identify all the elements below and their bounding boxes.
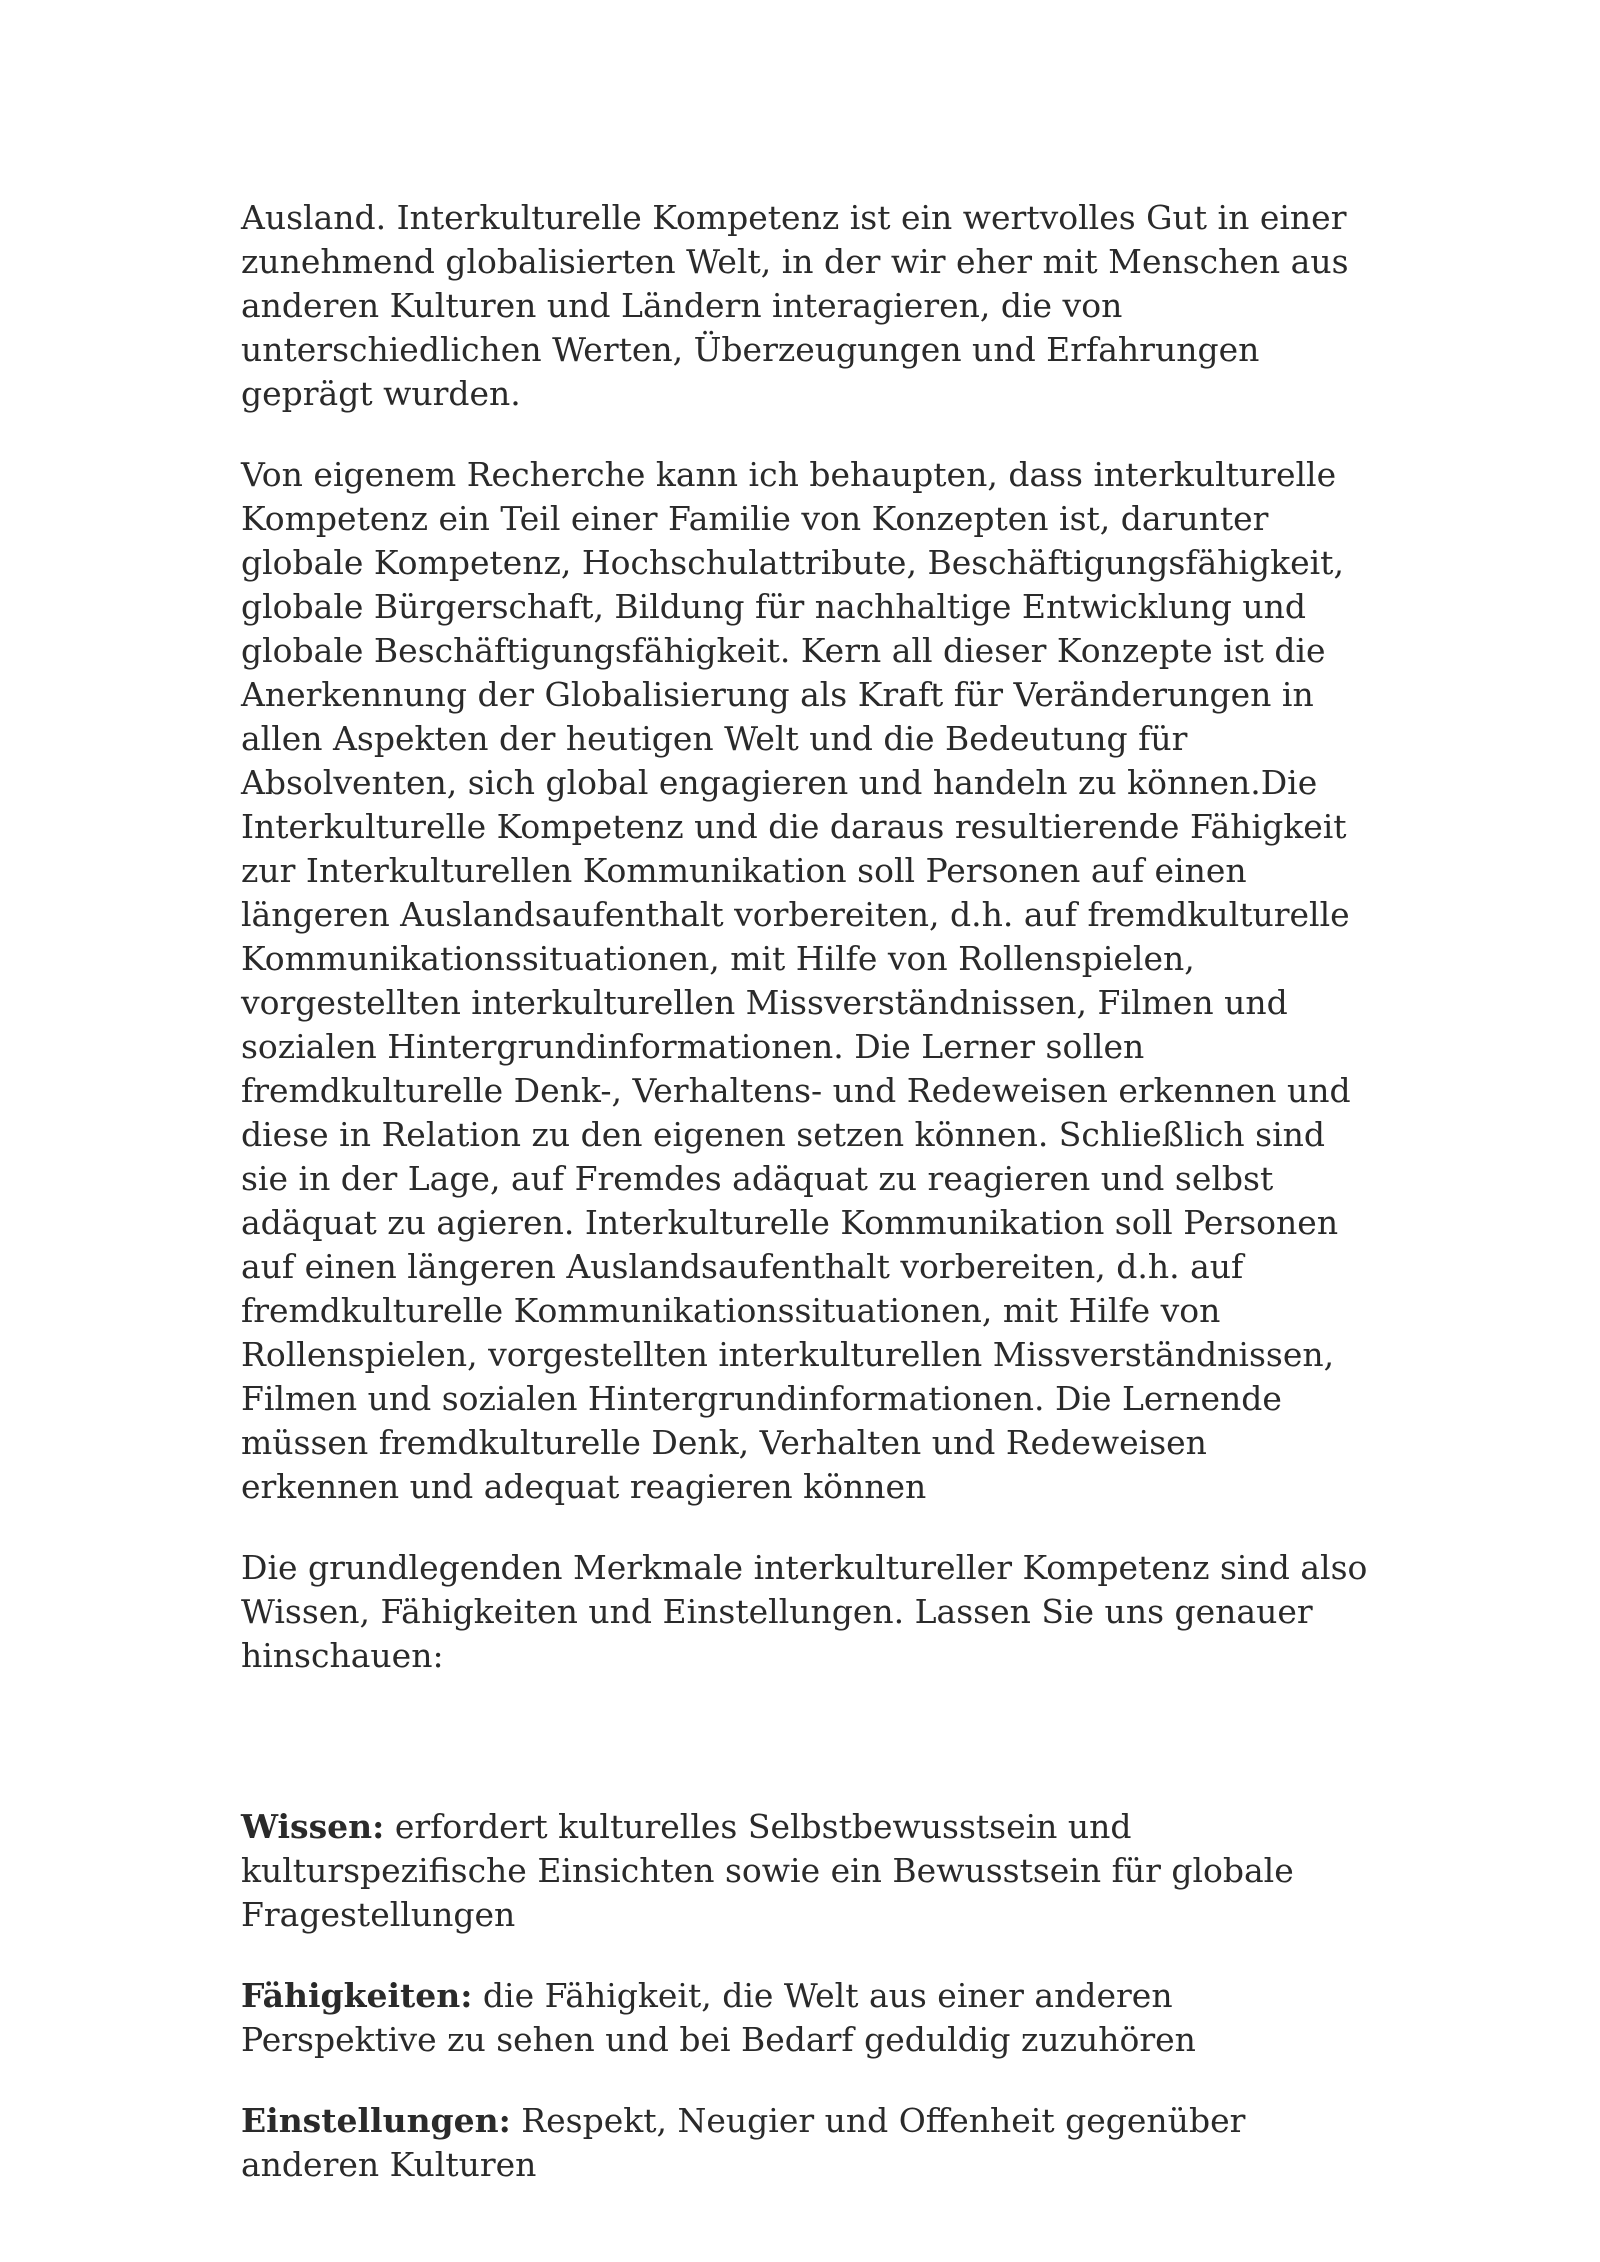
paragraph-features-intro: Die grundlegenden Merkmale interkultureller Kompetenz sind also Wissen, Fähigkeiten und Einstellungen. Lassen Sie uns genauer hinschauen:: [241, 1548, 1368, 1675]
document-page: [241, 196, 1371, 2224]
paragraph-research: Von eigenem Recherche kann ich behaupten, dass interkulturelle Kompetenz ein Teil einer Familie von Konzepten ist, darunter globale Kompetenz, Hochschulattribute, Beschäftigungsfähigkeit, globale Bürgerschaft, Bildung für nachhaltige Entwicklung und globale Beschäftigungsfähigkeit. Kern all dieser Konzepte ist die Anerkennung der Globalisierung als Kraft für Veränderungen in allen Aspekten der heutigen Welt und die Bedeutung für Absolventen, sich global engagieren und handeln zu können.Die Interkulturelle Kompetenz und die daraus resultierende Fähigkeit zur Interkulturellen Kommunikation soll Personen auf einen längeren Auslandsaufenthalt vorbereiten, d.h. auf fremdkulturelle Kommunikationssituationen, mit Hilfe von Rollenspielen, vorgestellten interkulturellen Missverständnissen, Filmen und sozialen Hintergrundinformationen. Die Lerner sollen fremdkulturelle Denk-, Verhaltens- und Redeweisen erkennen und diese in Relation zu den eigenen setzen können. Schließlich sind sie in der Lage, auf Fremdes adäquat zu reagieren und selbst adäquat zu agieren. Interkulturelle Kommunikation soll Personen auf einen längeren Auslandsaufenthalt vorbereiten, d.h. auf fremdkulturelle Kommunikationssituationen, mit Hilfe von Rollenspielen, vorgestellten interkulturellen Missverständnissen, Filmen und sozialen Hintergrundinformationen. Die Lernende müssen fremdkulturelle Denk, Verhalten und Redeweisen erkennen und adequat reagieren können: [241, 455, 1351, 1506]
definition-text: erfordert kulturelles Selbstbewusstsein und kulturspezifische Einsichten sowie ein Bewusstsein für globale Fragestellungen: [241, 1807, 1294, 1934]
blank-space: [241, 1715, 1371, 1805]
definition-wissen: [241, 1805, 1371, 1937]
definition-einstellungen: [241, 2099, 1371, 2187]
definition-text: die Fähigkeit, die Welt aus einer anderen Perspektive zu sehen und bei Bedarf geduldig zuzuhören: [241, 1976, 1196, 2059]
definition-term: Einstellungen:: [241, 2101, 511, 2140]
definition-faehigkeiten: [241, 1974, 1371, 2062]
definition-term: Fähigkeiten:: [241, 1976, 473, 2015]
definition-term: Wissen:: [241, 1807, 385, 1846]
definition-text: Respekt, Neugier und Offenheit gegenüber anderen Kulturen: [241, 2101, 1246, 2184]
paragraph-intro-continuation: Ausland. Interkulturelle Kompetenz ist ein wertvolles Gut in einer zunehmend globalisierten Welt, in der wir eher mit Menschen aus anderen Kulturen und Ländern interagieren, die von unterschiedlichen Werten, Überzeugungen und Erfahrungen geprägt wurden.: [241, 198, 1349, 413]
